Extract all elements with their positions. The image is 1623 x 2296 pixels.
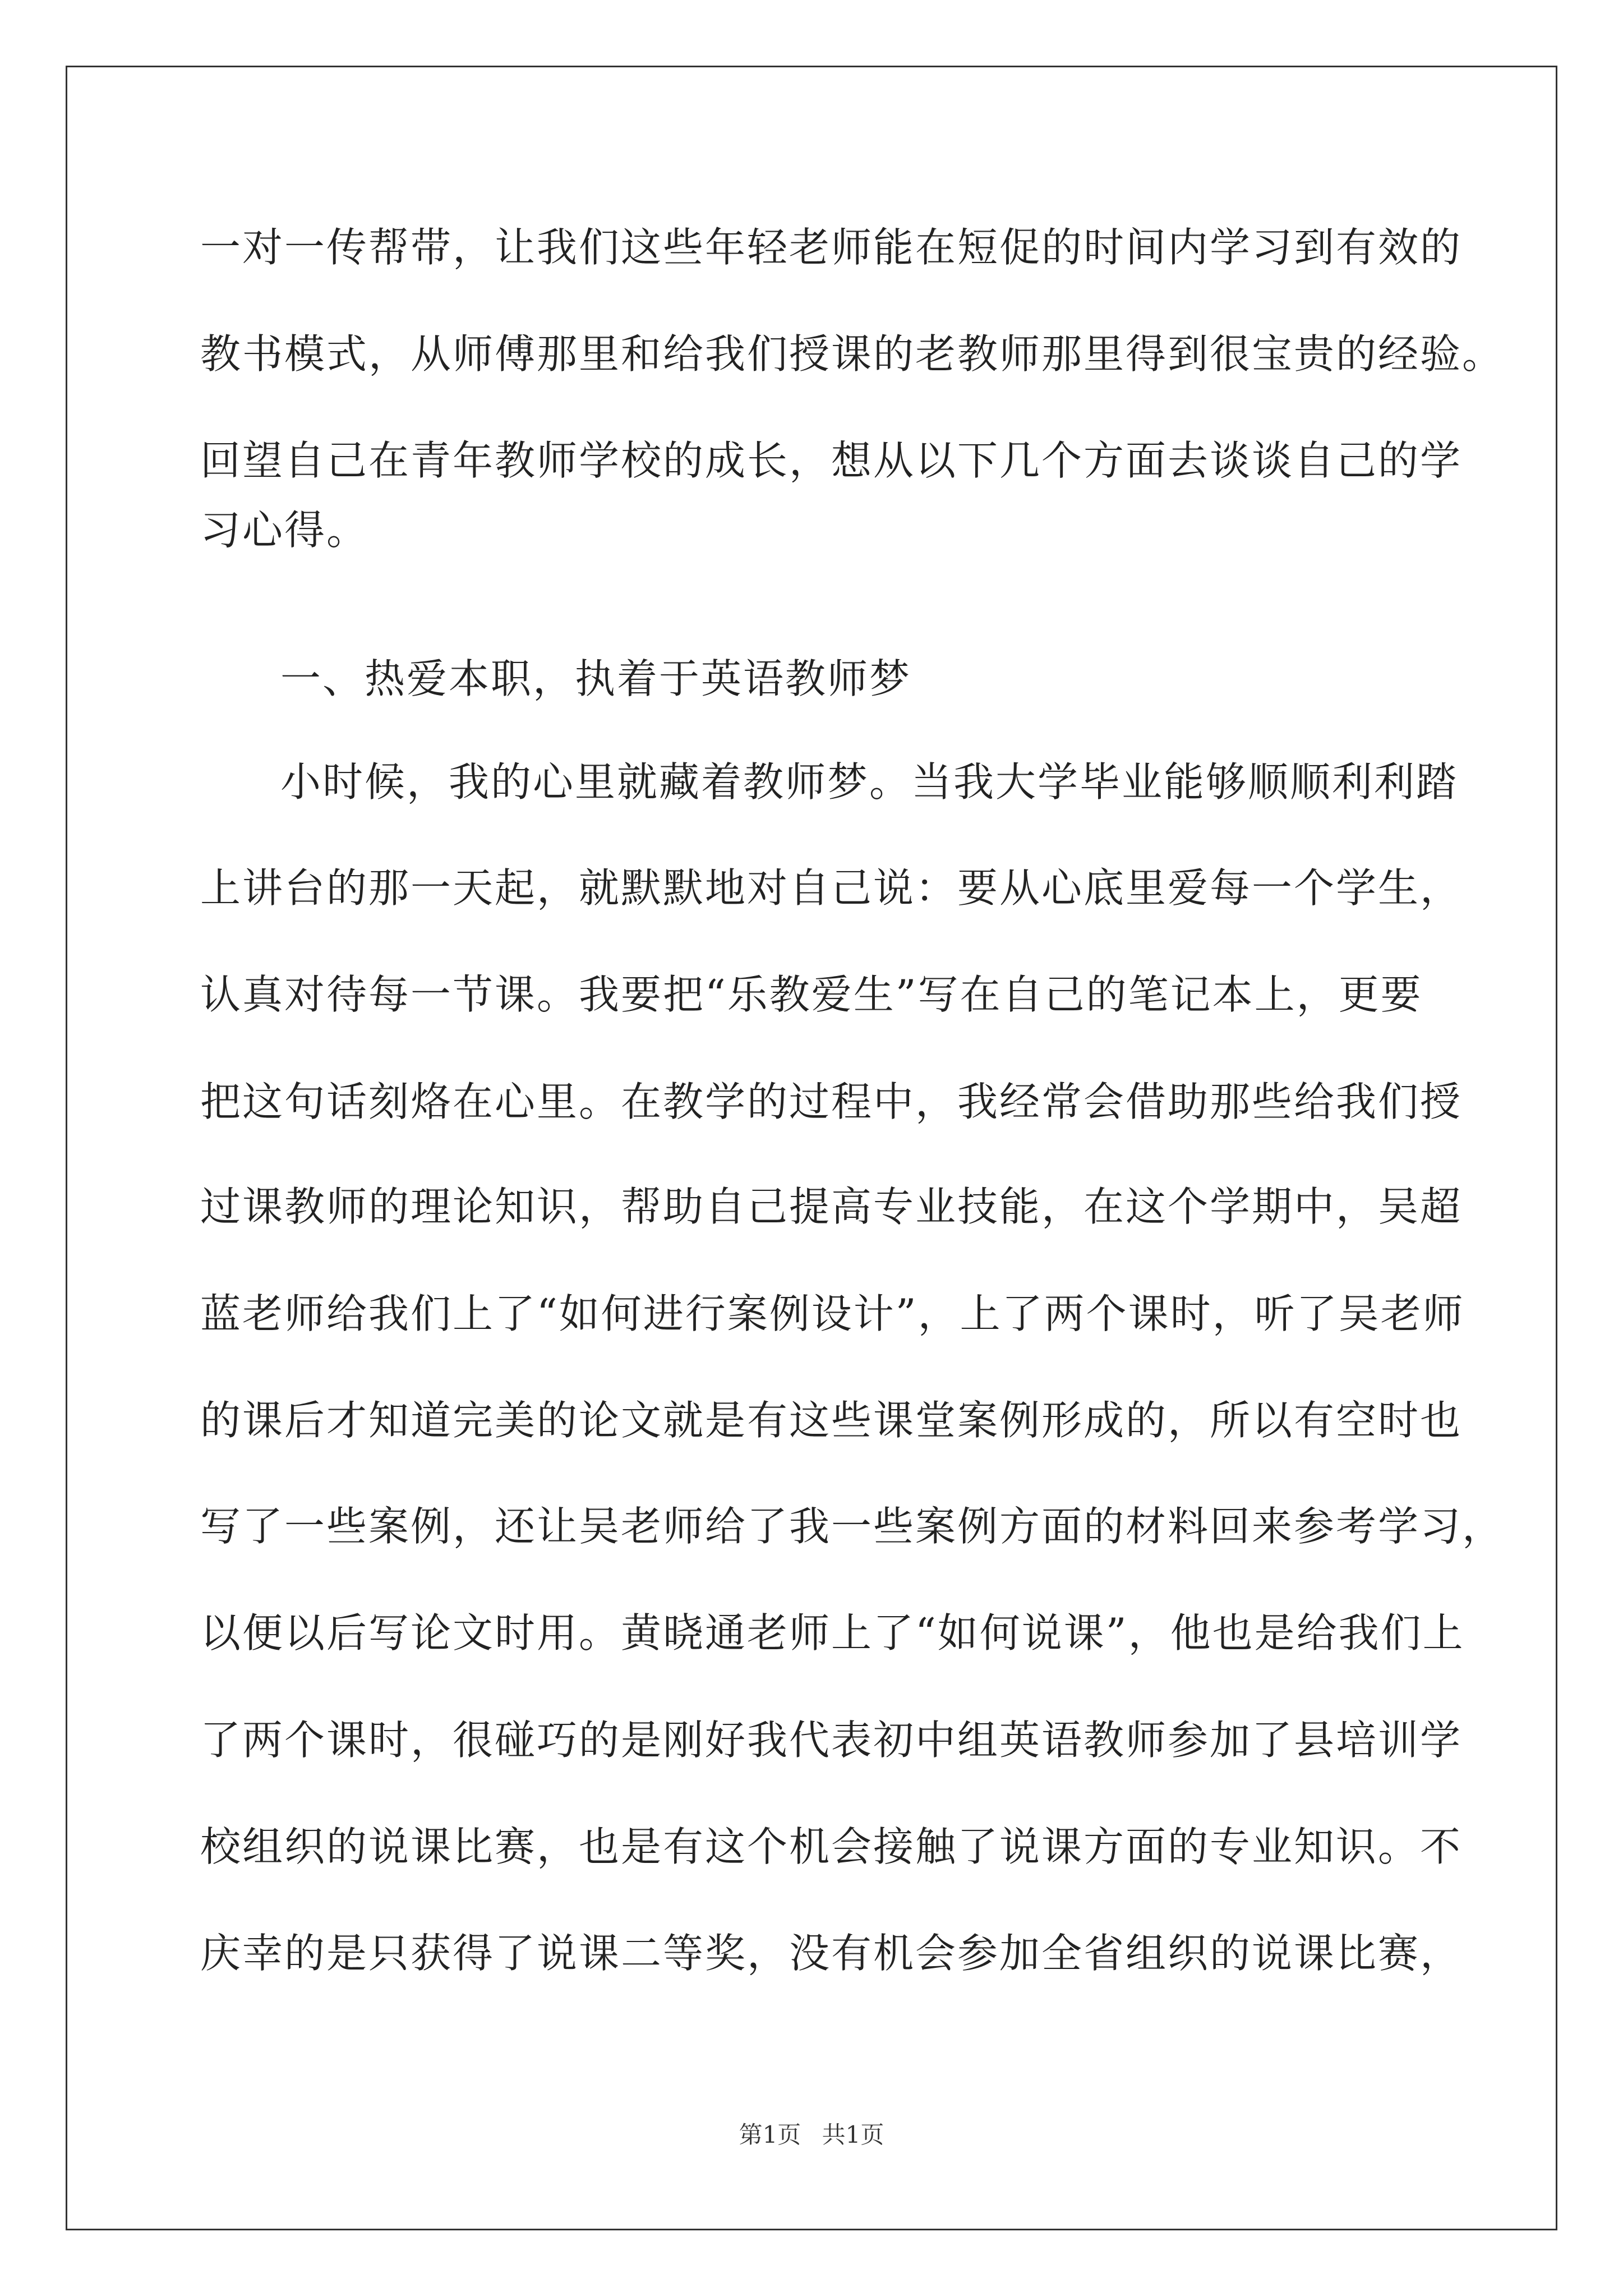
text-line: 写了一些案例，还让吴老师给了我一些案例方面的材料回来参考学习， (200, 1503, 1505, 1550)
text-line: 以便以后写论文时用。黄晓通老师上了“如何说课”，他也是给我们上 (200, 1609, 1465, 1657)
text-line: 把这句话刻烙在心里。在教学的过程中，我经常会借助那些给我们授 (200, 1078, 1463, 1125)
text-line: 小时候，我的心里就藏着教师梦。当我大学毕业能够顺顺利利踏 (280, 758, 1459, 806)
text-line: 的课后才知道完美的论文就是有这些课堂案例形成的，所以有空时也 (200, 1397, 1463, 1444)
page-border (66, 66, 1557, 2230)
page-footer (0, 2121, 1623, 2149)
page-total: 共1页 (822, 2121, 884, 2148)
text-line: 蓝老师给我们上了“如何进行案例设计”，上了两个课时，听了吴老师 (200, 1290, 1465, 1337)
page-number: 第1页 (739, 2121, 801, 2148)
text-line: 上讲台的那一天起，就默默地对自己说：要从心底里爱每一个学生， (200, 864, 1463, 912)
text-line: 习心得。 (200, 507, 369, 554)
text-line: 回望自己在青年教师学校的成长，想从以下几个方面去谈谈自己的学 (200, 437, 1463, 484)
text-line: 了两个课时，很碰巧的是刚好我代表初中组英语教师参加了县培训学 (200, 1717, 1463, 1764)
text-line: 校组织的说课比赛，也是有这个机会接触了说课方面的专业知识。不 (200, 1823, 1463, 1870)
text-line: 一对一传帮带，让我们这些年轻老师能在短促的时间内学习到有效的 (200, 224, 1463, 271)
text-line: 教书模式，从师傅那里和给我们授课的老教师那里得到很宝贵的经验。 (200, 330, 1505, 378)
text-line: 认真对待每一节课。我要把“乐教爱生”写在自己的笔记本上，更要 (200, 971, 1423, 1018)
section-heading: 一、热爱本职，执着于英语教师梦 (280, 655, 912, 702)
text-line: 过课教师的理论知识，帮助自己提高专业技能，在这个学期中，吴超 (200, 1183, 1463, 1230)
text-line: 庆幸的是只获得了说课二等奖，没有机会参加全省组织的说课比赛， (200, 1930, 1463, 1977)
